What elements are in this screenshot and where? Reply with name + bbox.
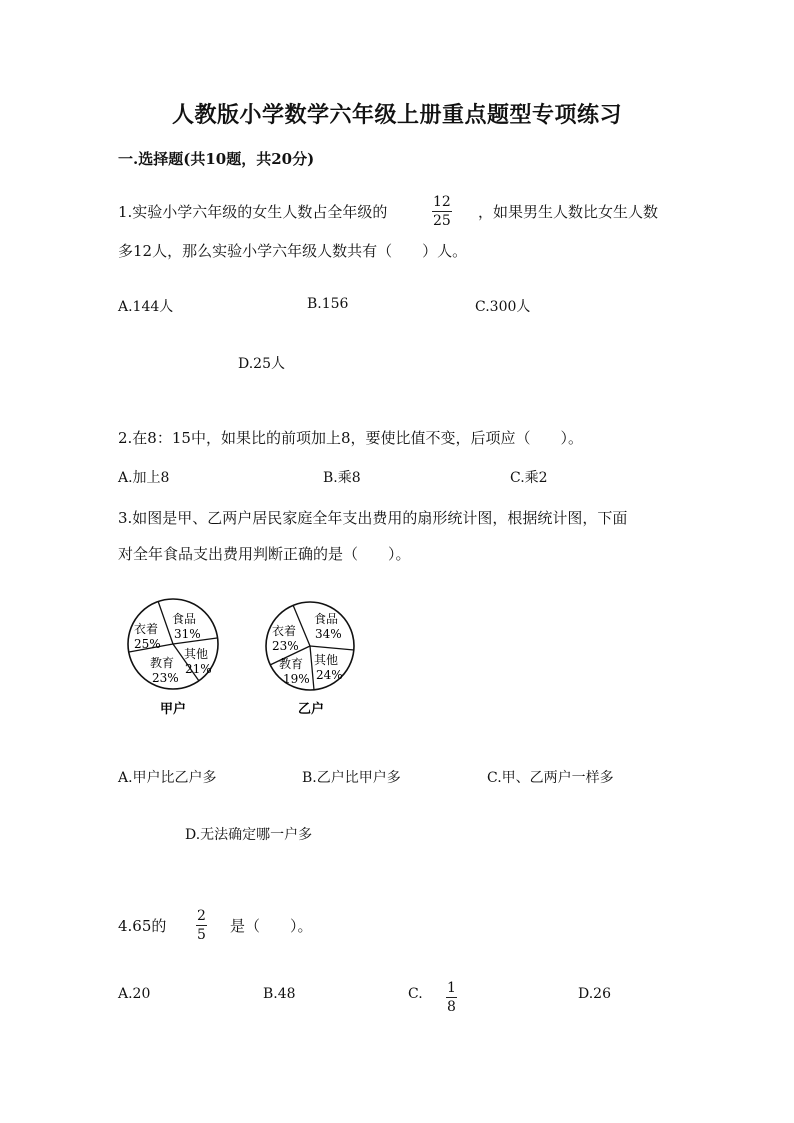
slice-value: 25% xyxy=(134,637,161,651)
question-4-option-d[interactable]: D.26 xyxy=(578,986,611,1002)
question-4-option-a[interactable]: A.20 xyxy=(118,986,151,1002)
slice-label: 食品 xyxy=(172,612,197,626)
section-heading: 一.选择题(共10题，共20分) xyxy=(118,150,315,168)
chart-caption-jia: 甲户 xyxy=(160,702,187,717)
page-title: 人教版小学数学六年级上册重点题型专项练习 xyxy=(171,102,622,128)
question-1-text-line2: 多12人，那么实验小学六年级人数共有（ ）人。 xyxy=(118,242,468,260)
question-2-option-a[interactable]: A.加上8 xyxy=(118,470,170,486)
slice-label: 教育 xyxy=(279,657,304,671)
slice-value: 19% xyxy=(283,672,310,686)
question-4-text-end: 是（ ）。 xyxy=(230,917,313,935)
slice-value: 23% xyxy=(152,671,179,685)
slice-label: 教育 xyxy=(150,656,175,670)
question-2-text: 2.在8：15中，如果比的前项加上8，要使比值不变，后项应（ ）。 xyxy=(118,429,583,447)
question-1-option-c[interactable]: C.300人 xyxy=(475,299,531,315)
question-1-option-b[interactable]: B.156 xyxy=(307,296,349,312)
question-3-option-a[interactable]: A.甲户比乙户多 xyxy=(118,770,217,786)
question-3-option-b[interactable]: B.乙户比甲户多 xyxy=(302,770,401,786)
slice-label: 食品 xyxy=(314,612,339,626)
fraction-bar xyxy=(196,925,207,926)
slice-value: 31% xyxy=(174,627,201,641)
question-2-option-c[interactable]: C.乘2 xyxy=(510,470,548,486)
fraction-denominator: 8 xyxy=(447,999,456,1015)
pie-chart-jia xyxy=(128,599,218,717)
question-3-option-c[interactable]: C.甲、乙两户一样多 xyxy=(487,770,614,786)
question-1-option-a[interactable]: A.144人 xyxy=(118,299,174,315)
question-4-text-start: 4.65的 xyxy=(118,917,167,935)
slice-value: 21% xyxy=(185,662,212,676)
question-1-text-start: 1.实验小学六年级的女生人数占全年级的 xyxy=(118,203,388,221)
slice-label: 衣着 xyxy=(272,624,297,638)
question-2-option-b[interactable]: B.乘8 xyxy=(323,470,361,486)
question-4-fraction xyxy=(196,908,207,943)
slice-label: 其他 xyxy=(314,653,339,667)
slice-label: 衣着 xyxy=(134,622,159,636)
question-3-text-line2: 对全年食品支出费用判断正确的是（ ）。 xyxy=(118,545,411,563)
fraction-denominator: 5 xyxy=(197,927,206,943)
question-1-fraction xyxy=(432,194,452,229)
fraction-numerator: 12 xyxy=(433,194,451,210)
slice-label: 其他 xyxy=(184,647,209,661)
question-3-option-d[interactable]: D.无法确定哪一户多 xyxy=(185,827,313,843)
chart-caption-yi: 乙户 xyxy=(298,702,325,717)
question-1-text-end: ，如果男生人数比女生人数 xyxy=(478,203,659,221)
pie-chart-yi xyxy=(266,602,354,717)
question-4-option-b[interactable]: B.48 xyxy=(263,986,296,1002)
fraction-bar xyxy=(446,997,457,998)
question-4-option-c-fraction[interactable] xyxy=(446,980,457,1015)
slice-value: 24% xyxy=(316,668,343,682)
fraction-numerator: 1 xyxy=(447,980,456,996)
slice-value: 23% xyxy=(272,639,299,653)
question-1-option-d[interactable]: D.25人 xyxy=(238,356,285,372)
question-4-option-c[interactable]: C. xyxy=(408,986,423,1002)
slice-value: 34% xyxy=(315,627,342,641)
fraction-numerator: 2 xyxy=(197,908,206,924)
fraction-denominator: 25 xyxy=(433,213,451,229)
pie-charts-figure xyxy=(110,595,380,725)
question-3-text-line1: 3.如图是甲、乙两户居民家庭全年支出费用的扇形统计图，根据统计图，下面 xyxy=(118,509,628,527)
fraction-bar xyxy=(432,211,452,212)
